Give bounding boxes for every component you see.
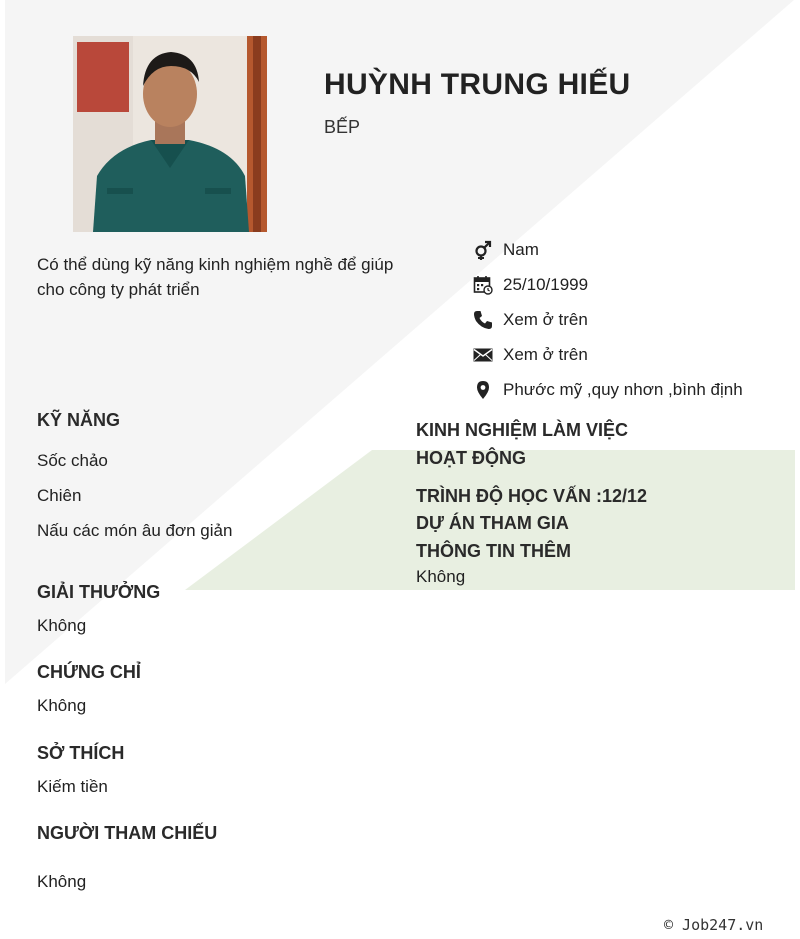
references-heading: NGƯỜI THAM CHIẾU — [37, 823, 218, 843]
contact-gender — [472, 232, 792, 267]
activities-heading: HOẠT ĐỘNG — [416, 448, 526, 468]
skills-heading: KỸ NĂNG — [37, 410, 121, 430]
skill-item: Nấu các món âu đơn giản — [37, 521, 233, 540]
awards-heading: GIẢI THƯỞNG — [37, 582, 161, 602]
career-objective: Có thể dùng kỹ năng kinh nghiệm nghề để giúp cho công ty phát triển — [37, 255, 394, 299]
additional-info-text: Không — [416, 567, 466, 586]
birthdate-value: 25/10/1999 — [503, 274, 589, 294]
skill-item: Sốc chảo — [37, 451, 108, 470]
certificates-text: Không — [37, 696, 87, 715]
gender-value: Nam — [503, 239, 539, 259]
skill-item: Chiên — [37, 486, 82, 505]
contact-birthdate — [472, 267, 792, 302]
certificates-heading: CHỨNG CHỈ — [37, 662, 141, 682]
gender-icon — [472, 239, 494, 261]
contact-email — [472, 337, 792, 372]
phone-value: Xem ở trên — [503, 309, 588, 329]
experience-heading: KINH NGHIỆM LÀM VIỆC — [416, 420, 629, 440]
location-pin-icon — [472, 379, 494, 401]
mail-icon — [472, 344, 494, 366]
education-heading: TRÌNH ĐỘ HỌC VẤN :12/12 — [416, 486, 648, 506]
awards-text: Không — [37, 616, 87, 635]
hobbies-heading: SỞ THÍCH — [37, 743, 125, 763]
footer-copyright: © Job247.vn — [664, 916, 764, 934]
hobbies-text: Kiếm tiền — [37, 777, 108, 796]
contact-list — [472, 232, 792, 407]
job-title: BẾP — [324, 117, 361, 137]
address-value: Phước mỹ ,quy nhơn ,bình định — [503, 379, 743, 399]
email-value: Xem ở trên — [503, 344, 588, 364]
references-text: Không — [37, 872, 87, 891]
contact-address — [472, 372, 792, 407]
phone-icon — [472, 309, 494, 331]
projects-heading: DỰ ÁN THAM GIA — [416, 513, 569, 533]
calendar-icon — [472, 274, 494, 296]
contact-phone — [472, 302, 792, 337]
profile-photo — [73, 36, 267, 232]
additional-info-heading: THÔNG TIN THÊM — [416, 541, 571, 561]
candidate-name: HUỲNH TRUNG HIẾU — [324, 68, 631, 101]
